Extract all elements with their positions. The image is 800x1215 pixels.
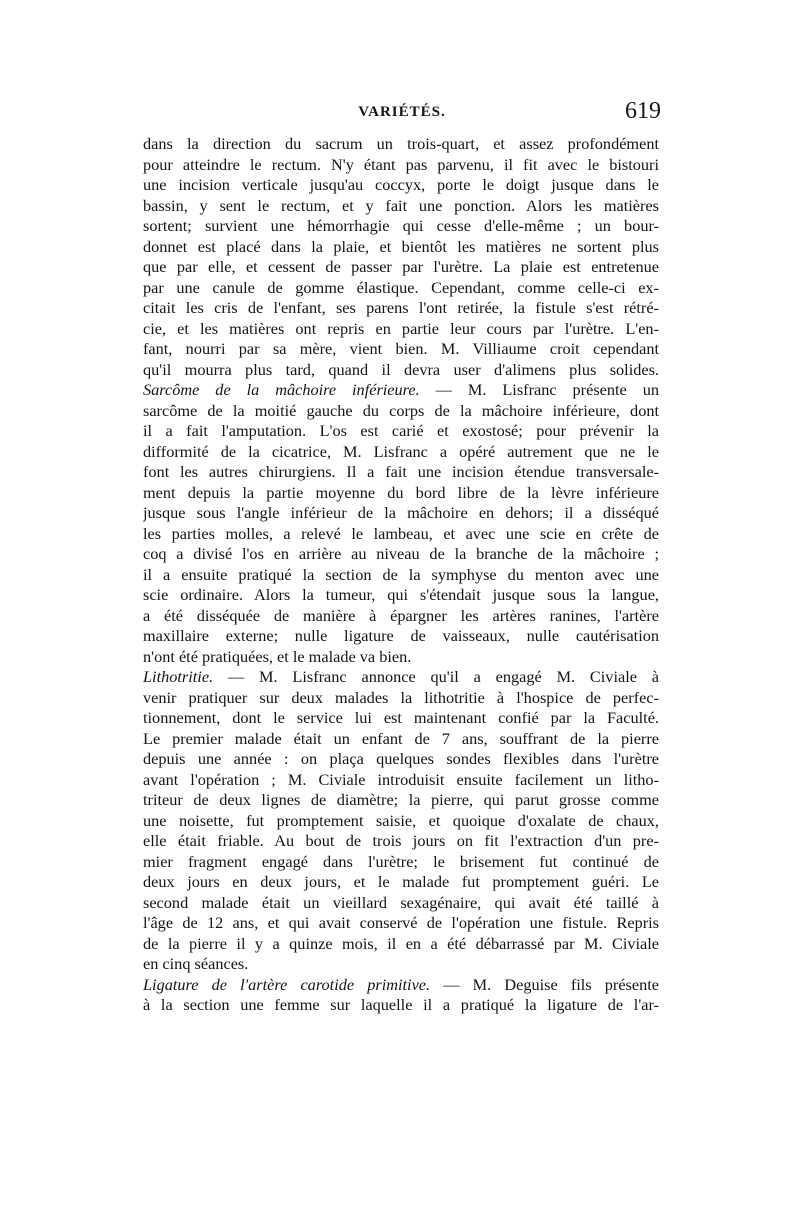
text-line: qu'il mourra plus tard, quand il devra user d'alimens plus solides.: [143, 359, 659, 379]
text-line: il a fait l'amputation. L'os est carié et exostosé; pour prévenir la: [143, 421, 659, 440]
text-line: sortent; survient une hémorrhagie qui cesse d'elle-même ; un bour-: [143, 216, 659, 235]
text-line: une incision verticale jusqu'au coccyx, porte le doigt jusque dans le: [143, 175, 659, 194]
running-head: [143, 98, 661, 130]
page-number: 619: [625, 98, 661, 124]
text-line: sarcôme de la moitié gauche du corps de la mâchoire inférieure, dont: [143, 400, 659, 420]
section-first-line: [143, 380, 659, 401]
text-line: de la pierre il y a quinze mois, il en a été débarrassé par M. Civiale: [143, 933, 659, 953]
text-line: deux jours en deux jours, et le malade fut promptement guéri. Le: [143, 872, 659, 891]
text-line: citait les cris de l'enfant, ses parens l'ont retirée, la fistule s'est rétré-: [143, 298, 659, 317]
text-line: en cinq séances.: [143, 954, 249, 973]
text-line: fant, nourri par sa mère, vient bien. M. Villiaume croit cependant: [143, 339, 659, 358]
text-line: l'âge de 12 ans, et qui avait conservé de l'opération une fistule. Repris: [143, 913, 659, 932]
text-line: pour atteindre le rectum. N'y étant pas parvenu, il fit avec le bistouri: [143, 154, 659, 174]
text-line: triteur de deux lignes de diamètre; la pierre, qui parut grosse comme: [143, 790, 659, 809]
section-first-line: [143, 667, 659, 688]
text-line: maxillaire externe; nulle ligature de vaisseaux, nulle cautérisation: [143, 626, 659, 645]
section-heading-sarcome: Sarcôme de la mâchoire inférieure.: [143, 380, 420, 399]
text-line: n'ont été pratiquées, et le malade va bien.: [143, 646, 412, 666]
text-line: par une canule de gomme élastique. Cependant, comme celle-ci ex-: [143, 277, 659, 297]
section-first-line-rest: — M. Lisfranc annonce qu'il a engagé M. Civiale à: [213, 667, 659, 686]
text-line: font les autres chirurgiens. Il a fait une incision étendue transversale-: [143, 462, 659, 481]
text-line: à la section une femme sur laquelle il a pratiqué la ligature de l'ar-: [143, 995, 659, 1014]
text-line: une noisette, fut promptement saisie, et quoique d'oxalate de chaux,: [143, 810, 659, 830]
section-first-line: [143, 975, 659, 996]
running-title: VARIÉTÉS.: [358, 104, 446, 120]
text-line: jusque sous l'angle inférieur de la mâchoire en dehors; il a disséqué: [143, 503, 659, 522]
text-line: il a ensuite pratiqué la section de la symphyse du menton avec une: [143, 564, 659, 584]
text-line: cie, et les matières ont repris en partie leur cours par l'urètre. L'en-: [143, 318, 659, 338]
text-line: coq a divisé l'os en arrière au niveau de la branche de la mâchoire ;: [143, 544, 659, 563]
text-line: les parties molles, a relevé le lambeau, et avec une scie en crête de: [143, 523, 659, 543]
text-line: second malade était un vieillard sexagénaire, qui avait été taillé à: [143, 892, 659, 912]
text-line: ment depuis la partie moyenne du bord libre de la lèvre inférieure: [143, 482, 659, 502]
body-text: [143, 134, 659, 1016]
text-line: donnet est placé dans la plaie, et bientôt les matières ne sortent plus: [143, 236, 659, 256]
section-first-line-rest: — M. Deguise fils présente: [430, 974, 659, 994]
section-heading-ligature: Ligature de l'artère carotide primitive.: [143, 974, 431, 994]
text-line: dans la direction du sacrum un trois-quart, et assez profondément: [143, 134, 659, 153]
text-line: difformité de la cicatrice, M. Lisfranc a opéré autrement que ne le: [143, 441, 659, 461]
text-line: venir pratiquer sur deux malades la lithotritie à l'hospice de perfec-: [143, 687, 659, 707]
text-line: Le premier malade était un enfant de 7 ans, souffrant de la pierre: [143, 728, 659, 748]
text-line: avant l'opération ; M. Civiale introduisit ensuite facilement un litho-: [143, 769, 659, 789]
section-heading-lithotritie: Lithotritie.: [143, 667, 214, 686]
text-line: elle était friable. Au bout de trois jours on fit l'extraction d'un pre-: [143, 831, 659, 850]
text-line: a été disséquée de manière à épargner les artères ranines, l'artère: [143, 605, 659, 625]
text-line: que par elle, et cessent de passer par l'urètre. La plaie est entretenue: [143, 257, 659, 276]
text-line: tionnement, dont le service lui est maintenant confié par la Faculté.: [143, 708, 659, 727]
section-first-line-rest: — M. Lisfranc présente un: [419, 380, 659, 399]
text-line: mier fragment engagé dans l'urètre; le brisement fut continué de: [143, 851, 659, 871]
text-line: bassin, y sent le rectum, et y fait une ponction. Alors les matières: [143, 195, 659, 215]
text-line: scie ordinaire. Alors la tumeur, qui s'étendait jusque sous la langue,: [143, 585, 659, 604]
text-line: depuis une année : on plaça quelques sondes flexibles dans l'urètre: [143, 749, 659, 768]
